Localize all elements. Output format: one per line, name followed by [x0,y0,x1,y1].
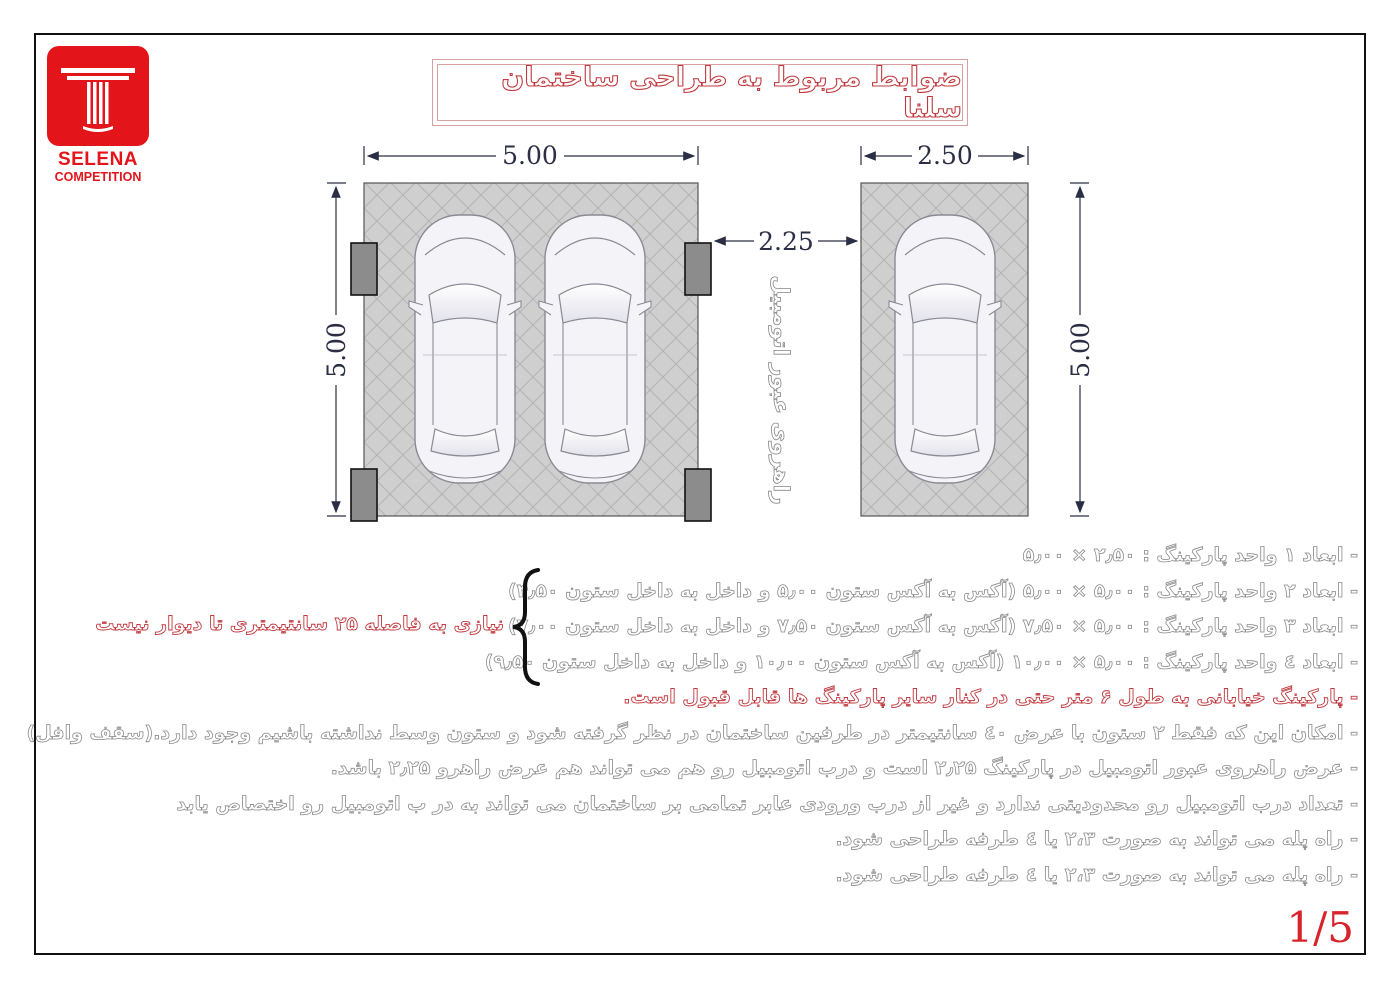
rule-item: - ابعاد ۳ واحد پارکینگ : ۵٫۰۰ × ۷٫۵۰ (آکس به آکس ستون ۷٫۵۰ و داخل به داخل ستون ۷٫۰۰) [507,615,1358,637]
column-top-left [351,243,377,295]
rule-item-highlighted: - پارکینگ خیابانی به طول ۶ متر حتی در کنار سایر پارکینگ ها قابل قبول است. [623,686,1358,708]
brace-icon [508,568,542,686]
dim-double-depth: 5.00 [322,322,351,378]
brace-annotation: نیازی به فاصله ۲۵ سانتیمتری تا دیوار نیست [95,613,504,635]
dim-single-depth: 5.00 [1066,322,1095,378]
column-bottom-left [351,469,377,521]
rule-item: - عرض راهروی عبور اتومبیل در پارکینگ ۲٫۲۵ است و درب اتومبیل رو هم می تواند هم عرض راهرو ۲٫۲۵ باشد. [330,757,1358,779]
rules-list [26,538,1358,893]
rule-item: - ابعاد ۱ واحد پارکینگ : ۲٫۵۰ × ۵٫۰۰ [1022,544,1358,566]
page-title: ضوابط مربوط به طراحی ساختمان سلنا [501,61,962,124]
rule-item: - تعداد درب اتومبیل رو محدودیتی ندارد و غیر از درب ورودی عابر تمامی بر ساختمان می تواند به در ب اتومبیل رو اختصاص یابد [176,792,1358,815]
aisle-label: راهروی عبور اتومبیل [768,275,793,505]
rule-item: - ابعاد ۲ واحد پارکینگ : ۵٫۰۰ × ۵٫۰۰ (آکس به آکس ستون ۵٫۰۰ و داخل به داخل ستون ۴٫۵۰) [507,579,1358,602]
rule-item: - امکان این که فقط ۲ ستون با عرض ٤۰ سانتیمتر در طرفین ساختمان در نظر گرفته شود و ستون وسط نداشته باشیم وجود دارد.(سقف وافل) [26,721,1358,744]
rule-item: - راه پله می تواند به صورت ۲،۳ یا ٤ طرفه طراحی شود. [835,828,1358,850]
rule-item: - راه پله می تواند به صورت ۲،۳ یا ٤ طرفه طراحی شود. [835,863,1358,886]
car-icon [539,215,651,483]
dim-single-width: 2.50 [917,141,973,170]
rule-item: - ابعاد ٤ واحد پارکینگ : ۵٫۰۰ × ۱۰٫۰۰ (آکس به آکس ستون ۱۰٫۰۰ و داخل به داخل ستون ۹٫۵۰) [484,650,1358,673]
car-icon [409,215,521,483]
column-bottom-right [685,469,711,521]
car-icon [889,215,1001,483]
logo-subtitle: COMPETITION [54,170,142,184]
double-parking-bay [364,183,698,516]
column-top-right [685,243,711,295]
page-number: 1/5 [1286,903,1354,952]
logo-name: SELENA [57,149,139,170]
dim-aisle-width: 2.25 [758,227,814,256]
dim-double-width: 5.00 [502,141,558,170]
